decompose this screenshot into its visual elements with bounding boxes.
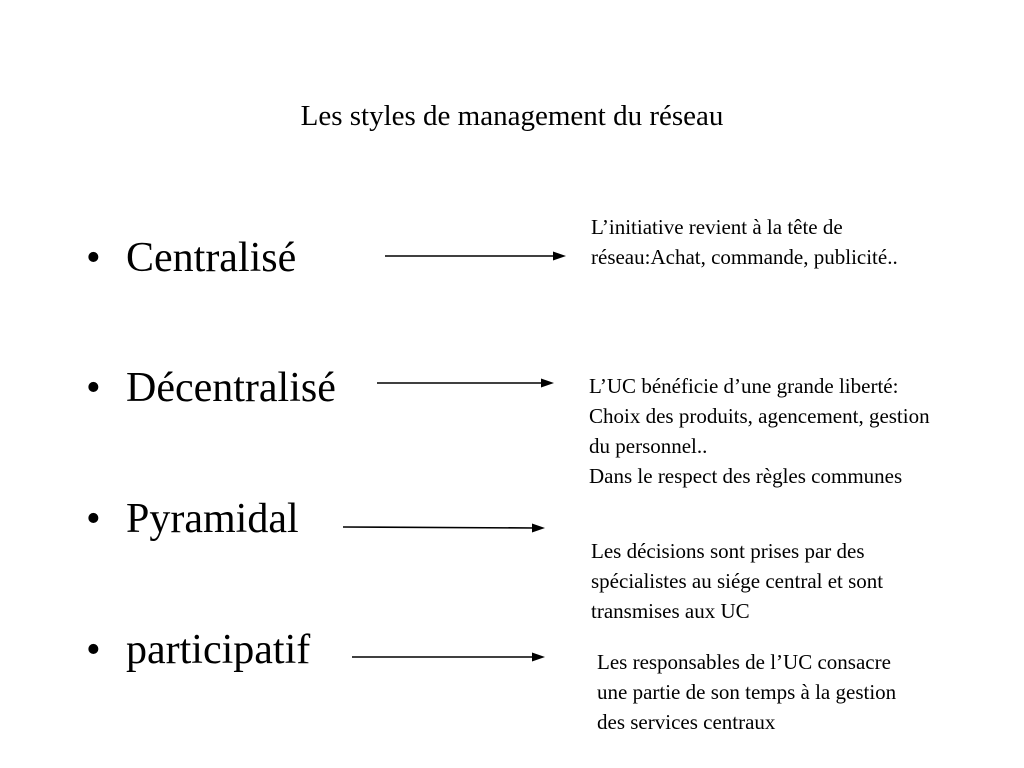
description-pyramidal	[591, 536, 883, 626]
arrow-centralise	[385, 252, 566, 261]
bullet-marker: •	[86, 235, 101, 281]
description-line: une partie de son temps à la gestion	[597, 680, 897, 704]
description-centralise	[591, 212, 898, 272]
description-line: Choix des produits, agencement, gestion	[589, 404, 930, 428]
page-title: Les styles de management du réseau	[300, 100, 724, 132]
bullet-label: Pyramidal	[126, 496, 299, 542]
description-line: L’initiative revient à la tête de	[591, 215, 843, 239]
arrow-pyramidal	[343, 524, 545, 533]
arrow-decentralise	[377, 379, 554, 388]
description-line: Dans le respect des règles communes	[589, 464, 903, 488]
bullet-label: Centralisé	[126, 235, 297, 281]
description-line: Les responsables de l’UC consacre	[597, 650, 891, 674]
bullet-marker: •	[86, 496, 101, 542]
bullet-label: participatif	[126, 627, 311, 673]
description-participatif	[597, 647, 896, 737]
bullet-label: Décentralisé	[126, 365, 336, 411]
bullet-marker: •	[86, 365, 101, 411]
description-line: transmises aux UC	[591, 599, 750, 623]
arrow-participatif	[352, 653, 545, 662]
bullet-marker: •	[86, 627, 101, 673]
description-line: du personnel..	[589, 434, 708, 458]
description-decentralise	[589, 371, 930, 491]
description-line: Les décisions sont prises par des	[591, 539, 865, 563]
description-line: réseau:Achat, commande, publicité..	[591, 245, 898, 269]
description-line: spécialistes au siége central et sont	[591, 569, 884, 593]
description-line: des services centraux	[597, 710, 776, 734]
description-line: L’UC bénéficie d’une grande liberté:	[589, 374, 899, 398]
